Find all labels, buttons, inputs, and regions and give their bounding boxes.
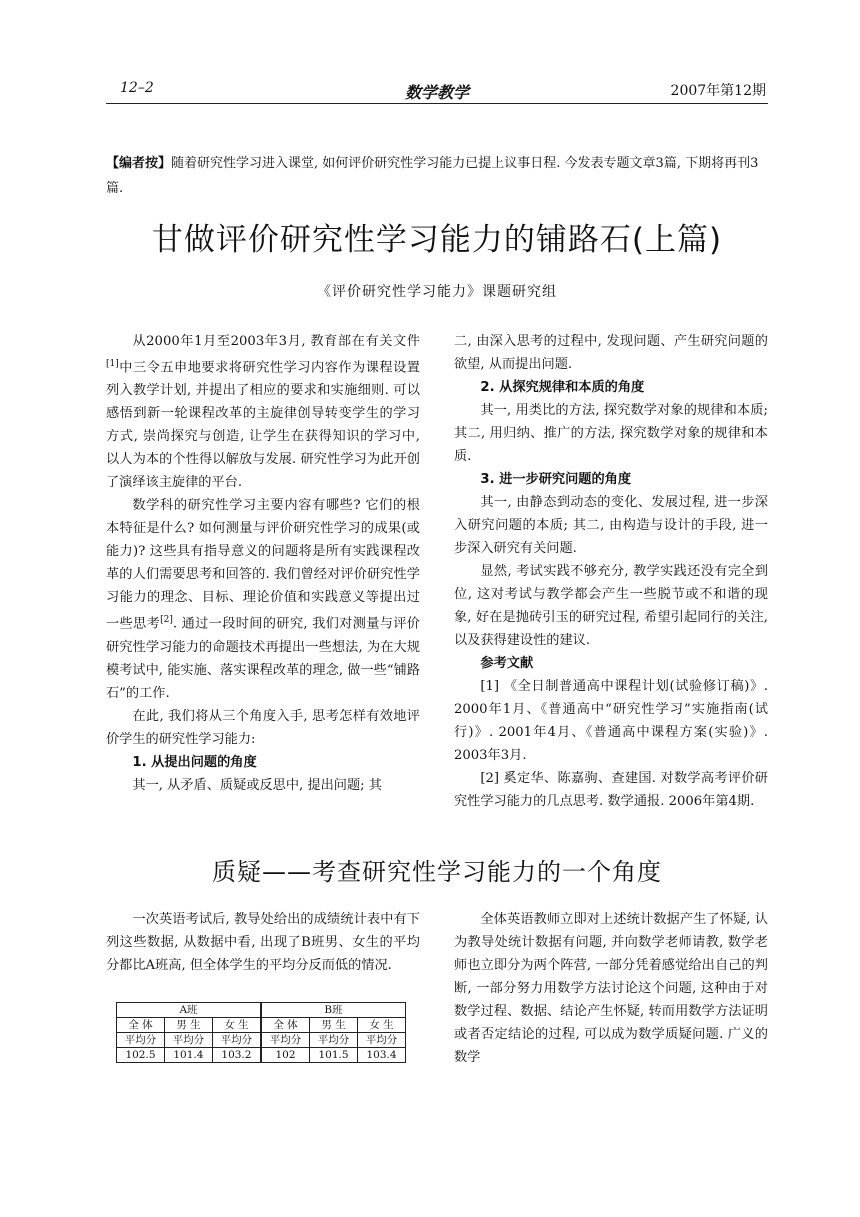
table-cell: 102 xyxy=(261,1048,310,1063)
editor-note xyxy=(106,151,768,201)
table-cell: 103.2 xyxy=(212,1048,261,1063)
table-cell: 103.4 xyxy=(358,1048,406,1063)
table-header-cell: 全 体 xyxy=(261,1018,310,1033)
table-header-cell: 平均分 xyxy=(117,1033,165,1048)
references-heading: 参考文献 xyxy=(480,656,534,671)
table-header-cell: 平均分 xyxy=(212,1033,261,1048)
page-number: 12–2 xyxy=(120,80,154,96)
paragraph: 其一, 由静态到动态的变化、发展过程, 进一步深入研究问题的本质; 其二, 由构造与设计的手段, 进一步深入研究有关问题. xyxy=(454,495,768,556)
table-header-cell: 平均分 xyxy=(261,1033,310,1048)
table-row xyxy=(117,1033,406,1048)
paragraph: 全体英语教师立即对上述统计数据产生了怀疑, 认为教导处统计数据有问题, 并向数学老师请教, 数学老师也立即分为两个阵营, 一部分凭着感觉给出自己的判断, 一部分努力用数学方法讨论这个问题, 这种由于对数学过程、数据、结论产生怀疑, 转而用数学方法证明或者否定结论的过程, 可以成为数学质疑问题. 广义的数学 xyxy=(454,912,768,1065)
article2-title: 质疑——考查研究性学习能力的一个角度 xyxy=(212,858,662,886)
table-header-cell: 男 生 xyxy=(164,1018,212,1033)
citation-ref: [2] xyxy=(160,615,173,626)
issue-label: 2007年第12期 xyxy=(670,83,766,99)
section-heading: 1. 从提出问题的角度 xyxy=(132,754,257,770)
header-rule xyxy=(106,103,768,104)
article1-column-right xyxy=(454,330,768,813)
article2-column-right xyxy=(454,908,768,1069)
editor-note-label: 【编者按】 xyxy=(106,156,172,171)
table-group-header: B班 xyxy=(261,1003,406,1018)
score-table xyxy=(116,1002,406,1063)
table-row xyxy=(117,1048,406,1063)
text-run: 中三令五申地要求将研究性学习内容作为课程设置列入教学计划, 并提出了相应的要求和实施细则. 可以感悟到新一轮课程改革的主旋律创导转变学生的学习方式, 崇尚探究与创造, 让学生在获得知识的学习中, 以人为本的个性得以解放与发展. 研究性学习为此开创了演绎该主旋律的平台. xyxy=(106,360,420,491)
table-row xyxy=(117,1018,406,1033)
article2-column-left xyxy=(106,908,420,977)
table-header-cell: 平均分 xyxy=(358,1033,406,1048)
table-cell: 101.5 xyxy=(310,1048,358,1063)
reference-item: [1] 《全日制普通高中课程计划(试验修订稿)》. 2000年1月、《普通高中“研究性学习”实施指南(试行)》. 2001年4月、《普通高中课程方案(实验)》. 2003年3月. xyxy=(454,679,768,763)
table-header-cell: 平均分 xyxy=(164,1033,212,1048)
running-header xyxy=(106,80,768,102)
table-header-cell: 男 生 xyxy=(310,1018,358,1033)
table-row xyxy=(117,1003,406,1018)
table-header-cell: 全 体 xyxy=(117,1018,165,1033)
paragraph: 其一, 用类比的方法, 探究数学对象的规律和本质; 其二, 用归纳、推广的方法, 探究数学对象的规律和本质. xyxy=(454,403,768,464)
journal-name: 数学教学 xyxy=(404,83,469,102)
article-title: 甘做评价研究性学习能力的铺路石(上篇) xyxy=(151,222,723,258)
article-author: 《评价研究性学习能力》课题研究组 xyxy=(317,284,557,300)
section-heading: 3. 进一步研究问题的角度 xyxy=(480,472,632,487)
paragraph xyxy=(106,494,420,704)
text-run: 从2000年1月至2003年3月, 教育部在有关文件 xyxy=(132,334,420,349)
paragraph xyxy=(106,330,420,494)
table-cell: 102.5 xyxy=(117,1048,165,1063)
text-run: 数学科的研究性学习主要内容有哪些? 它们的根本特征是什么? 如何测量与评价研究性学习的成果(或能力)? 这些具有指导意义的问题将是所有实践课程改革的人们需要思考和回答的. 我们曾经对评价研究性学习能力的理念、目标、理论价值和实践意义等提出过一些思考 xyxy=(106,498,420,632)
section-heading: 2. 从探究规律和本质的角度 xyxy=(480,380,645,395)
table-group-header: A班 xyxy=(117,1003,261,1018)
paragraph: 在此, 我们将从三个角度入手, 思考怎样有效地评价学生的研究性学习能力: xyxy=(106,708,420,747)
paragraph: 二, 由深入思考的过程中, 发现问题、产生研究问题的欲望, 从而提出问题. xyxy=(454,334,768,372)
editor-note-text: 随着研究性学习进入课堂, 如何评价研究性学习能力已提上议事日程. 今发表专题文章3篇, 下期将再刊3篇. xyxy=(106,156,759,196)
citation-ref: [1] xyxy=(106,359,119,369)
table-header-cell: 女 生 xyxy=(212,1018,261,1033)
paragraph: 其一, 从矛盾、质疑或反思中, 提出问题; 其 xyxy=(132,777,382,793)
paragraph: 一次英语考试后, 教导处给出的成绩统计表中有下列这些数据, 从数据中看, 出现了B班男、女生的平均分都比A班高, 但全体学生的平均分反而低的情况. xyxy=(106,912,420,973)
article1-column-left xyxy=(106,330,420,797)
table-cell: 101.4 xyxy=(164,1048,212,1063)
text-run: . 通过一段时间的研究, 我们对测量与评价研究性学习能力的命题技术再提出一些想法, 为在大规模考试中, 能实施、落实课程改革的理念, 做一些“铺路石”的工作. xyxy=(106,616,420,701)
reference-item: [2] 奚定华、陈嘉驹、查建国. 对数学高考评价研究性学习能力的几点思考. 数学通报. 2006年第4期. xyxy=(454,771,768,809)
table-header-cell: 平均分 xyxy=(310,1033,358,1048)
paragraph: 显然, 考试实践不够充分, 教学实践还没有完全到位, 这对考试与教学都会产生一些脱节或不和谐的现象, 好在是抛砖引玉的研究过程, 希望引起同行的关注, 以及获得建设性的建议. xyxy=(454,564,768,648)
table-header-cell: 女 生 xyxy=(358,1018,406,1033)
